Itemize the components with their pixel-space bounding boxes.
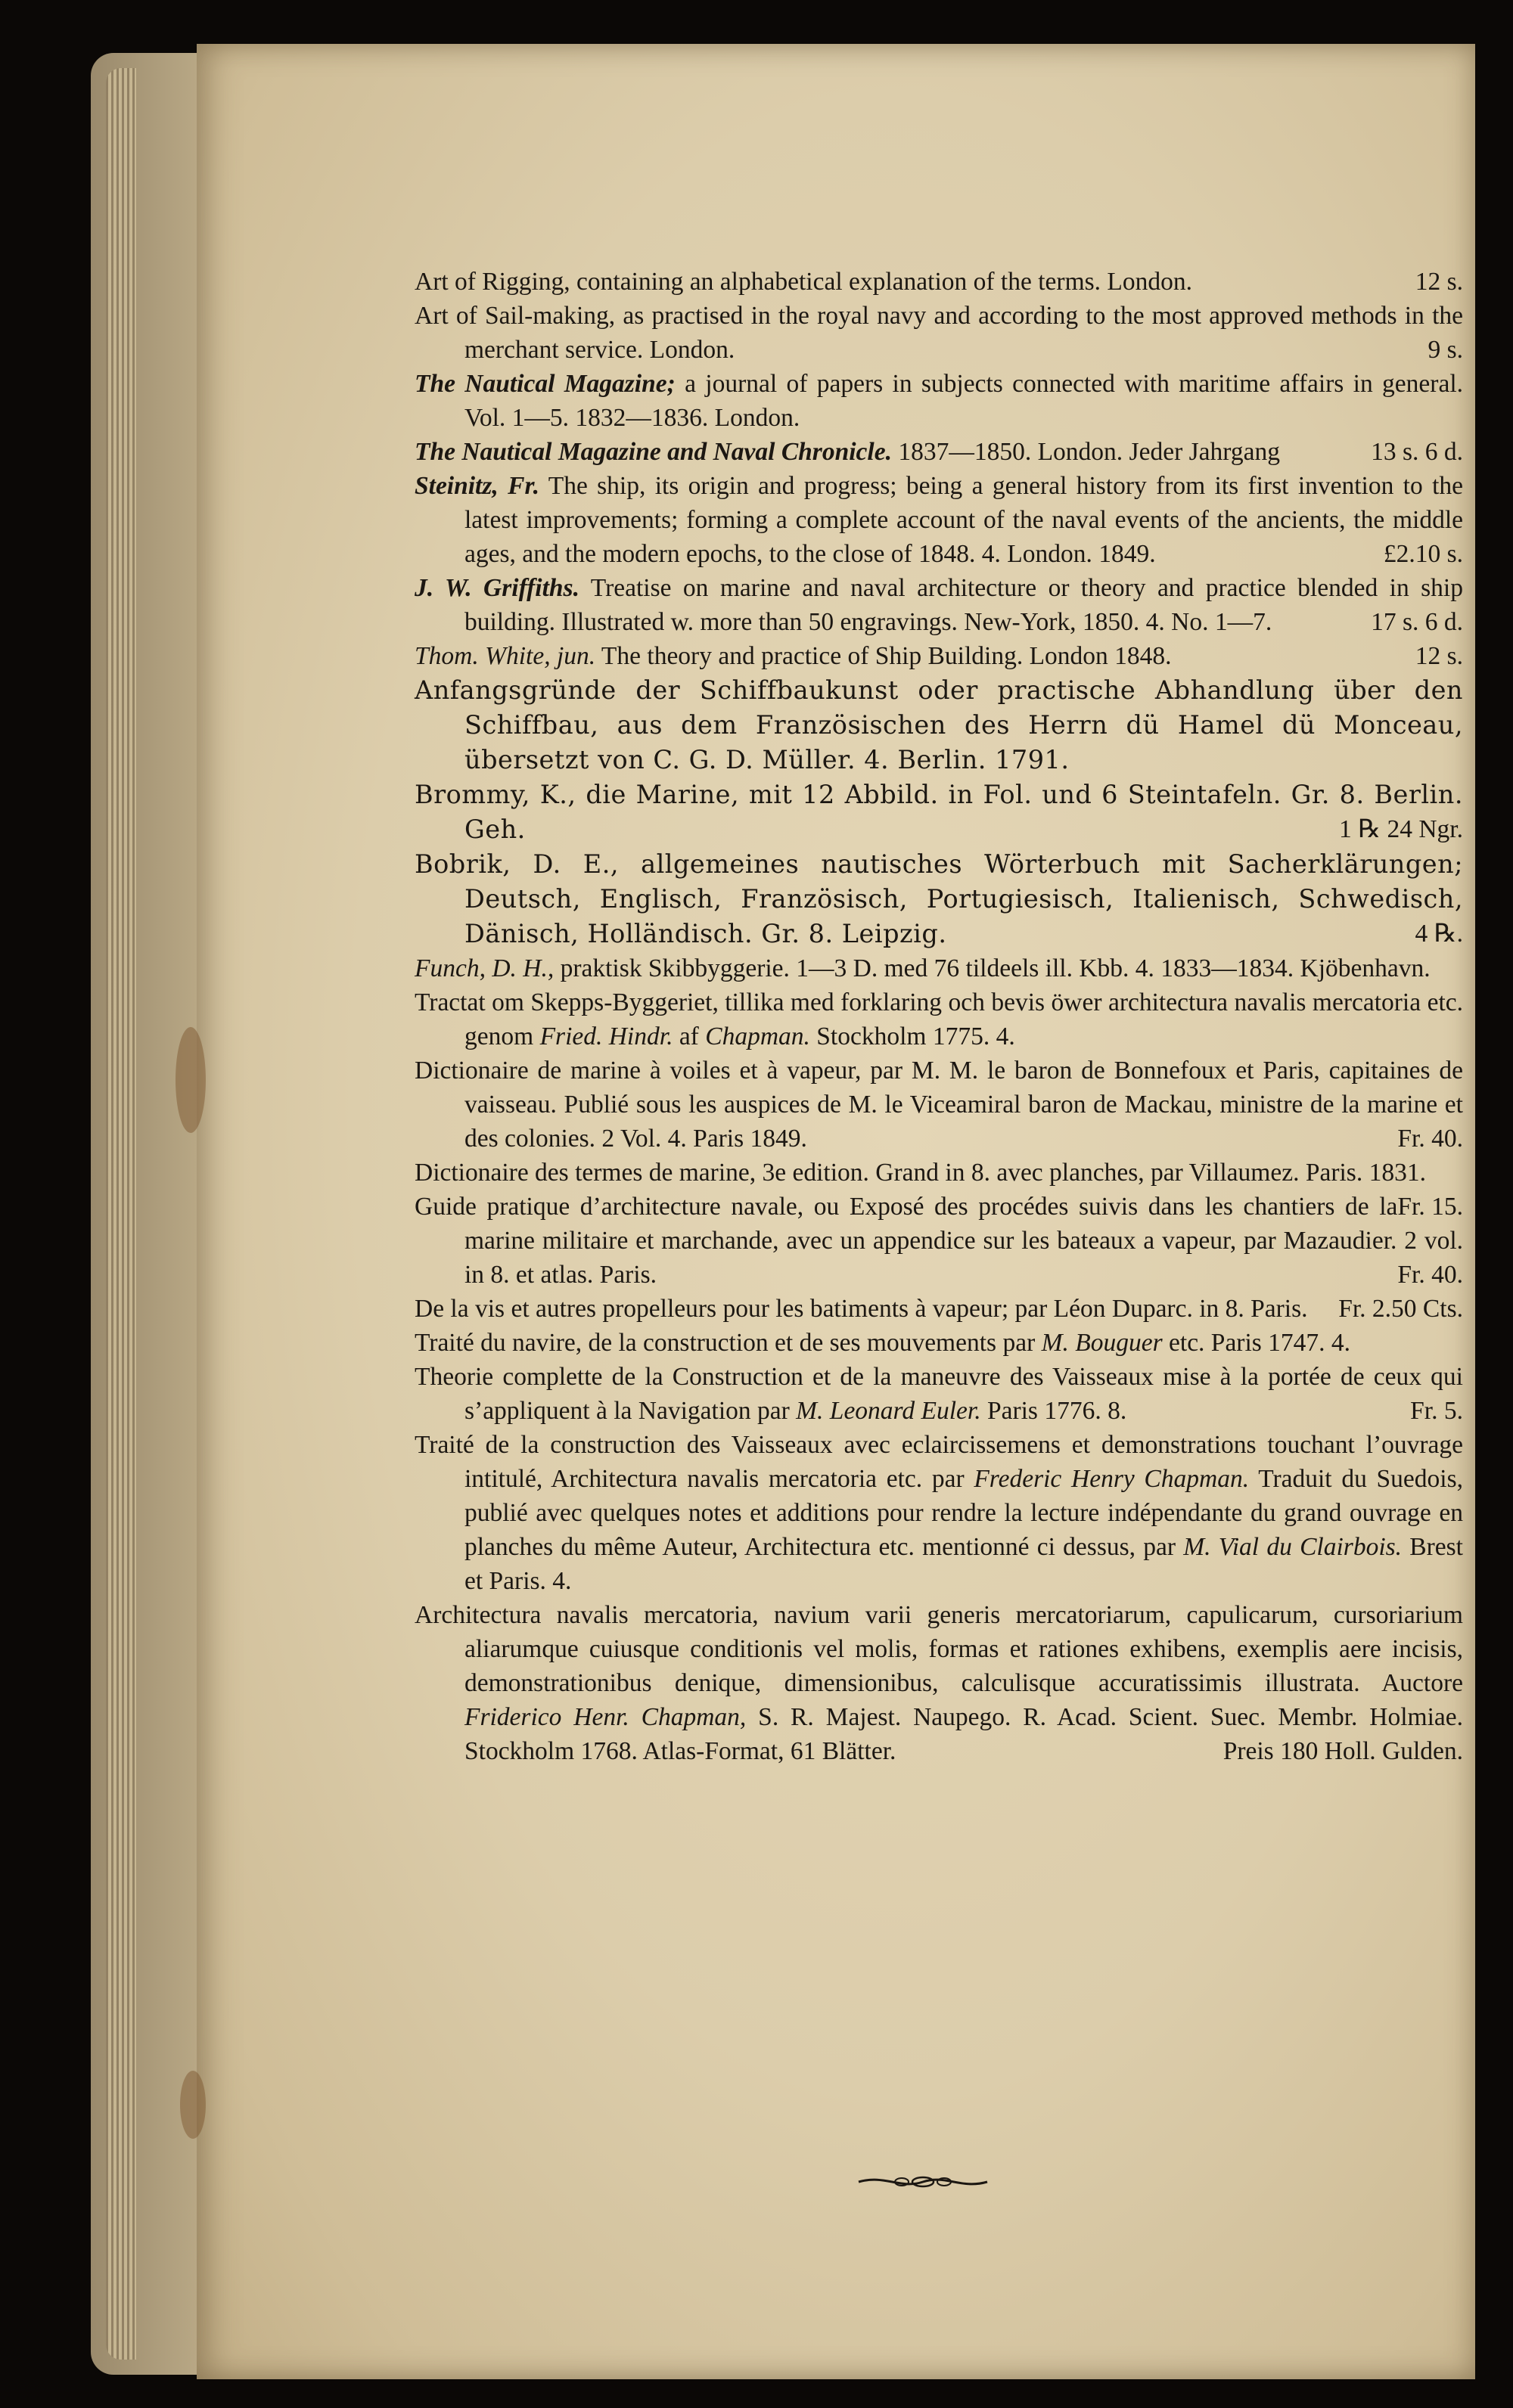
entry-title-italic: Thom. White, jun.: [415, 642, 596, 670]
page-stain: [176, 1027, 206, 1133]
entry-price: 17 s. 6 d.: [1371, 608, 1463, 636]
bibliography-entry: [415, 1326, 1463, 1360]
entry-text: 1837—1850. London. Jeder Jahrgang: [891, 438, 1280, 466]
entry-text: Brommy, K., die Marine, mit 12 Abbild. in Fol. und 6 Steintafeln. Gr. 8. Berlin. Geh.: [415, 780, 1463, 844]
bibliography-entry: [415, 367, 1463, 435]
entry-title-italic: M. Bouguer: [1041, 1329, 1163, 1357]
entry-price: 13 s. 6 d.: [1371, 438, 1463, 466]
entry-title-italic: The Nautical Magazine and Naval Chronicle.: [415, 438, 892, 466]
entry-text: De la vis et autres propelleurs pour les batiments à vapeur; par Léon Duparc. in 8. Paris.: [415, 1295, 1308, 1323]
entry-text: Guide pratique d’architecture navale, ou Exposé des procédes suivis dans les chantiers de la marine militaire et marchande, avec un appendice sur les bateaux a vapeur, par Mazaudier. 2 vol. in 8. et atlas. Paris.: [415, 1193, 1463, 1289]
entry-text: Bobrik, D. E., allgemeines nautisches Wörterbuch mit Sacherklärungen; Deutsch, Englisch, Französisch, Portugiesisch, Italienisch, Schwedisch, Dänisch, Holländisch. Gr. 8. Leipzig.: [415, 849, 1463, 948]
bibliography-entry: [415, 777, 1463, 847]
end-flourish-ornament: [855, 2171, 991, 2193]
entry-text: Stockholm 1775. 4.: [809, 1022, 1015, 1050]
entry-title-italic: M. Vial du Clairbois.: [1183, 1533, 1403, 1561]
bibliography-list: [415, 265, 1463, 1768]
entry-price: £2.10 s.: [1383, 540, 1463, 568]
entry-text: Art of Rigging, containing an alphabetical explanation of the terms. London.: [415, 268, 1192, 296]
entry-text: Architectura navalis mercatoria, navium varii generis mercatoriarum, capulicarum, cursoriarium aliarumque cuiusque conditionis vel molis, formas et rationes exhibens, exemplis aere incisis, demonstrationibus denique, dimensionibus, calculisque accuratissimis illustrata. Auctore: [415, 1601, 1463, 1697]
entry-text: Art of Sail-making, as practised in the royal navy and according to the most approved methods in the merchant service. London.: [415, 302, 1463, 364]
bibliography-entry: [415, 469, 1463, 571]
entry-text: Dictionaire de marine à voiles et à vapeur, par M. M. le baron de Bonnefoux et Paris, capitaines de vaisseau. Publié sous les auspices de M. le Viceamiral baron de Mackau, ministre de la marine et des colonies. 2 Vol. 4. Paris 1849.: [415, 1057, 1463, 1153]
entry-text: S. R. Majest. Naupego. R. Acad. Scient. Suec. Membr. Holmiae. Stockholm 1768. Atlas-Format, 61 Blätter.: [464, 1703, 1464, 1765]
entry-text: a journal of papers in subjects connected with maritime affairs in general. Vol. 1—5. 1832—1836. London.: [464, 370, 1464, 432]
entry-price: 12 s.: [1415, 642, 1463, 670]
entry-text: etc. Paris 1747. 4.: [1162, 1329, 1351, 1357]
bibliography-entry: [415, 673, 1463, 777]
entry-price: 9 s.: [1428, 336, 1463, 364]
bibliography-entry: [415, 639, 1463, 673]
entry-text: Traduit du Suedois, publié avec quelques notes et additions pour rendre la lecture indépendante du grand ouvrage en planches du même Auteur, Architectura etc. mentionné ci dessus, par: [464, 1465, 1463, 1561]
bibliography-entry: [415, 1598, 1463, 1768]
bibliography-entry: [415, 1054, 1463, 1156]
bibliography-entry: [415, 1292, 1463, 1326]
entry-text: Traité du navire, de la construction et de ses mouvements par: [415, 1329, 1042, 1357]
entry-price: Fr. 40.: [1397, 1261, 1463, 1289]
entry-price: Fr. 5.: [1410, 1397, 1463, 1425]
page-stain: [180, 2071, 206, 2139]
entry-title-italic: Funch, D. H.,: [415, 954, 555, 982]
bibliography-entry: [415, 265, 1463, 299]
entry-title-italic: Steinitz, Fr.: [415, 472, 540, 500]
entry-text: af: [673, 1022, 706, 1050]
entry-text: Brest et Paris. 4.: [464, 1533, 1463, 1595]
entry-text: The ship, its origin and progress; being a general history from its first invention to the latest improvements; forming a complete account of the naval events of the ancients, the middle ages, and the modern epochs, to the close of 1848. 4. London. 1849.: [464, 472, 1463, 568]
entry-text: Paris 1776. 8.: [980, 1397, 1127, 1425]
bibliography-entry: [415, 985, 1463, 1054]
entry-title-italic: Chapman.: [705, 1022, 810, 1050]
entry-price: Fr. 2.50 Cts.: [1338, 1295, 1463, 1323]
entry-price: Fr. 40.: [1397, 1125, 1463, 1153]
entry-title-italic: Friderico Henr. Chapman,: [464, 1703, 747, 1731]
bibliography-entry: [415, 1428, 1463, 1598]
entry-title-italic: J. W. Griffiths.: [415, 574, 579, 602]
entry-price: 12 s.: [1415, 268, 1463, 296]
bibliography-entry: [415, 1360, 1463, 1428]
entry-title-italic: M. Leonard Euler.: [796, 1397, 981, 1425]
entry-price: Preis 180 Holl. Gulden.: [1223, 1737, 1463, 1765]
bibliography-entry: [415, 571, 1463, 639]
entry-price: Fr. 15.: [1397, 1193, 1463, 1221]
entry-title-italic: Frederic Henry Chapman.: [974, 1465, 1250, 1493]
book-page-edges: [106, 68, 136, 2360]
entry-title-italic: Fried. Hindr.: [539, 1022, 673, 1050]
bibliography-entry: [415, 847, 1463, 951]
bibliography-entry: [415, 435, 1463, 469]
entry-text: Traité de la construction des Vaisseaux avec eclaircissemens et demonstrations touchant l’ouvrage intitulé, Architectura navalis mercatoria etc. par: [415, 1431, 1463, 1493]
bibliography-entry: [415, 1156, 1463, 1221]
entry-title-italic: The Nautical Magazine;: [415, 370, 676, 398]
entry-text: Treatise on marine and naval architecture or theory and practice blended in ship building. Illustrated w. more than 50 engravings. New-York, 1850. 4. No. 1—7.: [464, 574, 1463, 636]
entry-price: 4 ℞.: [1415, 920, 1463, 948]
entry-text: Dictionaire des termes de marine, 3e edition. Grand in 8. avec planches, par Villaumez. Paris. 1831.: [415, 1159, 1426, 1187]
entry-text: Tractat om Skepps-Byggeriet, tillika med forklaring och bevis öwer architectura navalis mercatoria etc. genom: [415, 988, 1463, 1050]
bibliography-entry: [415, 1190, 1463, 1292]
entry-text: Anfangsgründe der Schiffbaukunst oder practische Abhandlung über den Schiffbau, aus dem Französischen des Herrn dü Hamel dü Monceau, übersetzt von C. G. D. Müller. 4. Berlin. 1791.: [415, 675, 1463, 774]
bibliography-entry: [415, 951, 1463, 985]
bibliography-entry: [415, 299, 1463, 367]
entry-text: praktisk Skibbyggerie. 1—3 D. med 76 tildeels ill. Kbb. 4. 1833—1834. Kjöbenhavn.: [554, 954, 1431, 982]
entry-price: 1 ℞ 24 Ngr.: [1338, 815, 1463, 843]
entry-text: Theorie complette de la Construction et de la maneuvre des Vaisseaux mise à la portée de ceux qui s’appliquent à la Navigation par: [415, 1363, 1463, 1425]
entry-text: The theory and practice of Ship Building. London 1848.: [595, 642, 1172, 670]
